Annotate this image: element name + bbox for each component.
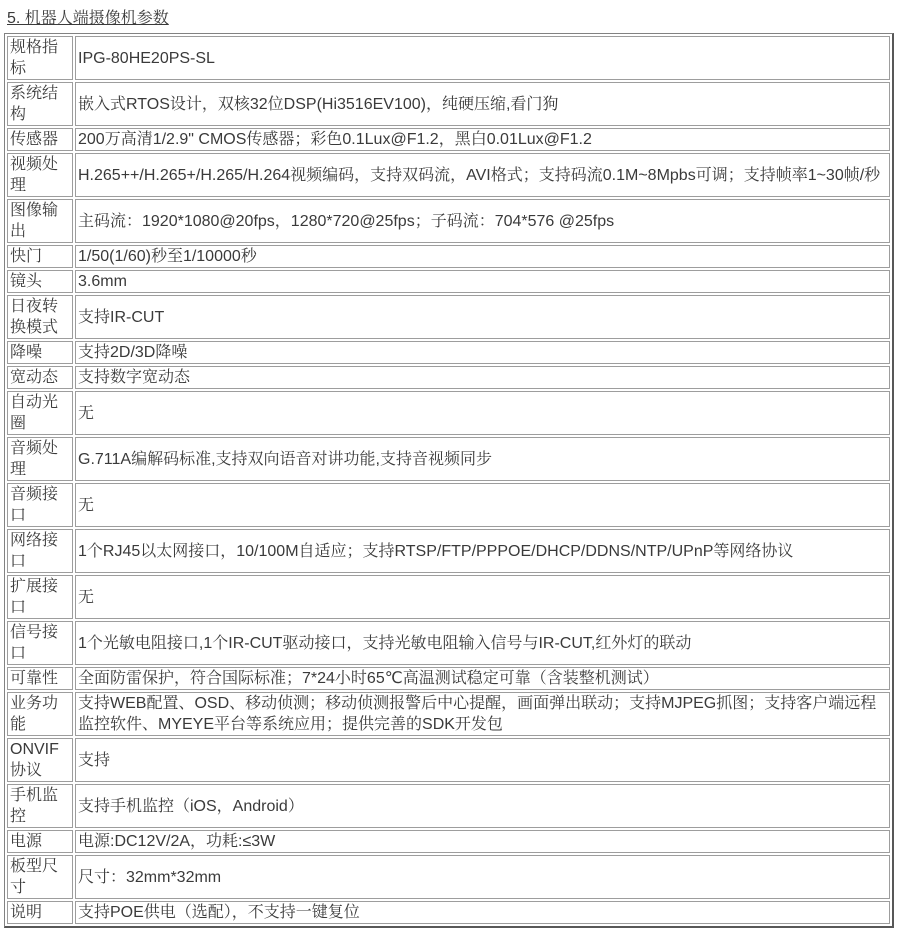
table-row bbox=[7, 575, 890, 619]
spec-table-body bbox=[7, 36, 890, 924]
table-row bbox=[7, 621, 890, 665]
spec-label-cell: 手机监控 bbox=[7, 784, 73, 828]
spec-value-cell: 3.6mm bbox=[75, 270, 890, 293]
spec-label-cell: 音频处理 bbox=[7, 437, 73, 481]
table-row bbox=[7, 128, 890, 151]
spec-value-cell: IPG-80HE20PS-SL bbox=[75, 36, 890, 80]
spec-label-cell: 板型尺寸 bbox=[7, 855, 73, 899]
table-row bbox=[7, 295, 890, 339]
spec-value-cell: 支持POE供电（选配），不支持一键复位 bbox=[75, 901, 890, 924]
spec-label-cell: 视频处理 bbox=[7, 153, 73, 197]
spec-label-cell: 自动光圈 bbox=[7, 391, 73, 435]
spec-label-cell: 规格指标 bbox=[7, 36, 73, 80]
spec-value-cell: 无 bbox=[75, 575, 890, 619]
spec-value-cell: 尺寸：32mm*32mm bbox=[75, 855, 890, 899]
spec-label-cell: 业务功能 bbox=[7, 692, 73, 736]
camera-spec-table bbox=[4, 33, 894, 928]
page-title: 5. 机器人端摄像机参数 bbox=[7, 10, 169, 27]
spec-value-cell: H.265++/H.265+/H.265/H.264视频编码，支持双码流，AVI格式；支持码流0.1M~8Mpbs可调；支持帧率1~30帧/秒 bbox=[75, 153, 890, 197]
spec-label-cell: 系统结构 bbox=[7, 82, 73, 126]
spec-value-cell: 全面防雷保护，符合国际标准；7*24小时65℃高温测试稳定可靠（含装整机测试） bbox=[75, 667, 890, 690]
spec-value-cell: 支持手机监控（iOS，Android） bbox=[75, 784, 890, 828]
spec-value-cell: 无 bbox=[75, 391, 890, 435]
table-row bbox=[7, 738, 890, 782]
table-row bbox=[7, 437, 890, 481]
spec-label-cell: 信号接口 bbox=[7, 621, 73, 665]
table-row bbox=[7, 270, 890, 293]
spec-value-cell: 1/50(1/60)秒至1/10000秒 bbox=[75, 245, 890, 268]
spec-label-cell: 快门 bbox=[7, 245, 73, 268]
spec-value-cell: 200万高清1/2.9" CMOS传感器；彩色0.1Lux@F1.2，黑白0.01Lux@F1.2 bbox=[75, 128, 890, 151]
table-row bbox=[7, 341, 890, 364]
spec-label-cell: 说明 bbox=[7, 901, 73, 924]
table-row bbox=[7, 199, 890, 243]
spec-label-cell: 扩展接口 bbox=[7, 575, 73, 619]
spec-label-cell: 降噪 bbox=[7, 341, 73, 364]
spec-value-cell: 1个光敏电阻接口,1个IR-CUT驱动接口，支持光敏电阻输入信号与IR-CUT,红外灯的联动 bbox=[75, 621, 890, 665]
table-row bbox=[7, 855, 890, 899]
spec-label-cell: 传感器 bbox=[7, 128, 73, 151]
table-row bbox=[7, 391, 890, 435]
spec-value-cell: 主码流：1920*1080@20fps，1280*720@25fps；子码流：704*576 @25fps bbox=[75, 199, 890, 243]
table-row bbox=[7, 529, 890, 573]
table-row bbox=[7, 153, 890, 197]
spec-value-cell: 1个RJ45以太网接口，10/100M自适应；支持RTSP/FTP/PPPOE/DHCP/DDNS/NTP/UPnP等网络协议 bbox=[75, 529, 890, 573]
spec-label-cell: 音频接口 bbox=[7, 483, 73, 527]
spec-label-cell: 可靠性 bbox=[7, 667, 73, 690]
spec-value-cell: 支持 bbox=[75, 738, 890, 782]
table-row bbox=[7, 667, 890, 690]
spec-label-cell: 镜头 bbox=[7, 270, 73, 293]
spec-value-cell: 嵌入式RTOS设计，双核32位DSP(Hi3516EV100)，纯硬压缩,看门狗 bbox=[75, 82, 890, 126]
table-row bbox=[7, 692, 890, 736]
spec-label-cell: 宽动态 bbox=[7, 366, 73, 389]
spec-value-cell: 电源:DC12V/2A，功耗:≤3W bbox=[75, 830, 890, 853]
table-row bbox=[7, 36, 890, 80]
spec-value-cell: 支持2D/3D降噪 bbox=[75, 341, 890, 364]
spec-value-cell: G.711A编解码标准,支持双向语音对讲功能,支持音视频同步 bbox=[75, 437, 890, 481]
spec-label-cell: ONVIF协议 bbox=[7, 738, 73, 782]
spec-label-cell: 网络接口 bbox=[7, 529, 73, 573]
table-row bbox=[7, 366, 890, 389]
spec-value-cell: 无 bbox=[75, 483, 890, 527]
table-row bbox=[7, 830, 890, 853]
spec-value-cell: 支持IR-CUT bbox=[75, 295, 890, 339]
spec-label-cell: 电源 bbox=[7, 830, 73, 853]
table-row bbox=[7, 901, 890, 924]
spec-value-cell: 支持数字宽动态 bbox=[75, 366, 890, 389]
spec-label-cell: 日夜转换模式 bbox=[7, 295, 73, 339]
table-row bbox=[7, 784, 890, 828]
spec-value-cell: 支持WEB配置、OSD、移动侦测；移动侦测报警后中心提醒，画面弹出联动；支持MJPEG抓图；支持客户端远程监控软件、MYEYE平台等系统应用；提供完善的SDK开发包 bbox=[75, 692, 890, 736]
spec-label-cell: 图像输出 bbox=[7, 199, 73, 243]
table-row bbox=[7, 245, 890, 268]
table-row bbox=[7, 82, 890, 126]
table-row bbox=[7, 483, 890, 527]
